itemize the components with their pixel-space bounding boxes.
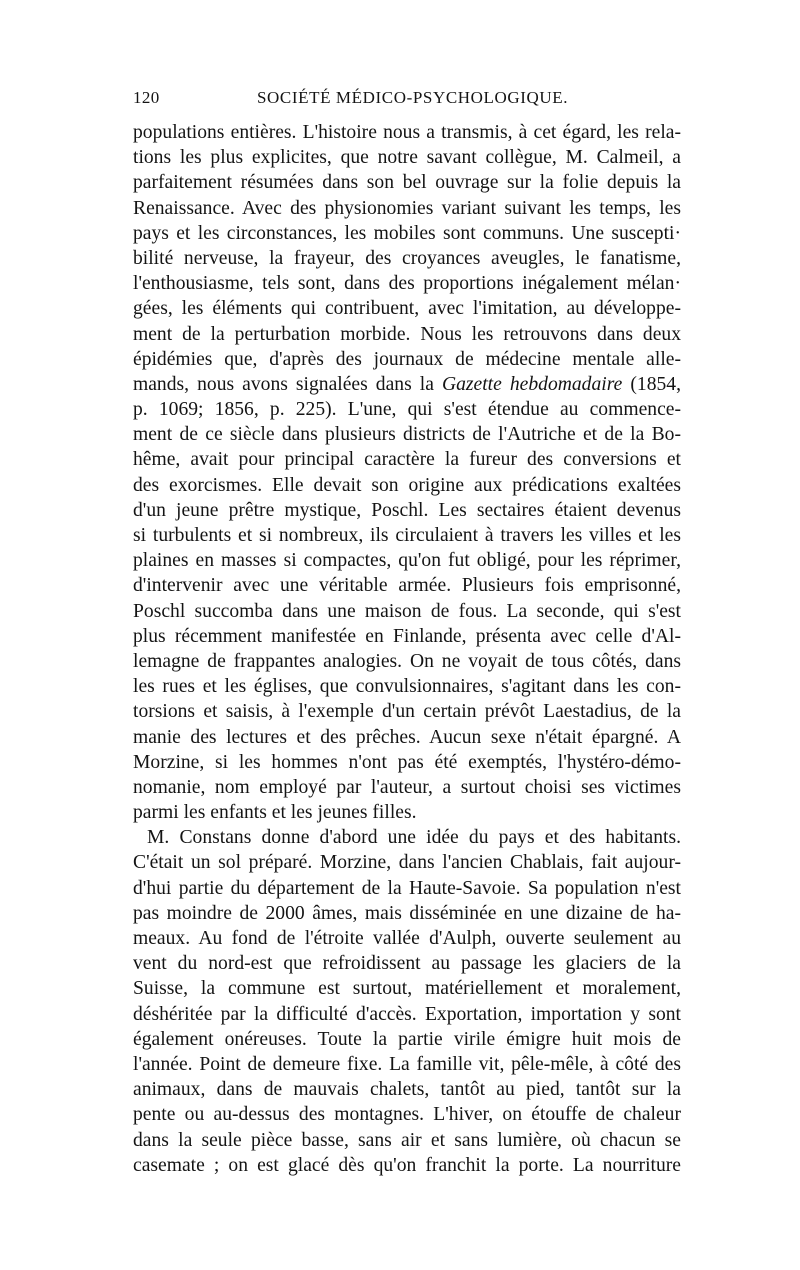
text-line: dans la seule pièce basse, sans air et sans lumière, où chacun se (133, 1129, 681, 1151)
text-line: ment de la perturbation morbide. Nous les retrouvons dans deux (133, 323, 681, 345)
text-line: populations entières. L'histoire nous a transmis, à cet égard, les rela- (133, 122, 681, 143)
text-line: pas moindre de 2000 âmes, mais disséminée en une dizaine de ha- (133, 902, 681, 924)
text-line: d'intervenir avec une véritable armée. Plusieurs fois emprisonné, (133, 575, 681, 597)
text-line: Morzine, si les hommes n'ont pas été exemptés, l'hystéro-démo- (133, 751, 681, 773)
text-line: si turbulents et si nombreux, ils circulaient à travers les villes et les (133, 525, 681, 546)
text-line: M. Constans donne d'abord une idée du pays et des habitants. (147, 827, 681, 849)
running-head (133, 88, 681, 118)
text-line: manie des lectures et des prêches. Aucun sexe n'était épargné. A (133, 726, 681, 748)
text-line: parfaitement résumées dans son bel ouvrage sur la folie depuis la (133, 172, 681, 194)
text-line: des exorcismes. Elle devait son origine aux prédications exaltées (133, 474, 681, 496)
text-line: vent du nord-est que refroidissent au passage les glaciers de la (133, 953, 681, 975)
text-line: mands, nous avons signalées dans la Gazette hebdomadaire (1854, (133, 373, 681, 395)
text-line: également onéreuses. Toute la partie virile émigre huit mois de (133, 1028, 681, 1050)
text-line: Renaissance. Avec des physionomies variant suivant les temps, les (133, 197, 681, 219)
text-line: épidémies que, d'après des journaux de médecine mentale alle- (133, 348, 681, 370)
text-line: ment de ce siècle dans plusieurs districts de l'Autriche et de la Bo- (133, 424, 681, 446)
text-line: pente ou au-dessus des montagnes. L'hiver, on étouffe de chaleur (133, 1104, 681, 1126)
text-line: animaux, dans de mauvais chalets, tantôt au pied, tantôt sur la (133, 1079, 681, 1101)
text-line: Suisse, la commune est surtout, matériellement et moralement, (133, 978, 681, 1000)
text-line: meaux. Au fond de l'étroite vallée d'Aulph, ouverte seulement au (133, 928, 681, 949)
running-title: SOCIÉTÉ MÉDICO-PSYCHOLOGIQUE. (257, 88, 569, 107)
text-line: casemate ; on est glacé dès qu'on franchit la porte. La nourriture (133, 1154, 681, 1176)
page-number: 120 (133, 88, 160, 107)
text-line: plaines en masses si compactes, qu'on fut obligé, pour les réprimer, (133, 550, 681, 572)
text-line: gées, les éléments qui contribuent, avec l'imitation, au développe- (133, 298, 681, 320)
text-line: lemagne de frappantes analogies. On ne voyait de tous côtés, dans (133, 650, 681, 672)
text-line: d'un jeune prêtre mystique, Poschl. Les sectaires étaient devenus (133, 499, 681, 521)
text-line: l'enthousiasme, tels sont, dans des proportions inégalement mélan· (133, 273, 681, 295)
text-line: l'année. Point de demeure fixe. La famille vit, pêle-mêle, à côté des (133, 1053, 681, 1075)
text-line: les rues et les églises, que convulsionnaires, s'agitant dans les con- (133, 676, 681, 698)
text-line: tions les plus explicites, que notre savant collègue, M. Calmeil, a (133, 147, 681, 169)
text-line: bilité nerveuse, la frayeur, des croyances aveugles, le fanatisme, (133, 247, 681, 269)
text-line: parmi les enfants et les jeunes filles. (133, 802, 417, 824)
text-line: pays et les circonstances, les mobiles sont communs. Une suscepti· (133, 222, 681, 244)
text-line: p. 1069; 1856, p. 225). L'une, qui s'est étendue au commence- (133, 399, 681, 421)
journal-title: Gazette hebdomadaire (441, 373, 623, 395)
text-line: hême, avait pour principal caractère la fureur des conversions et (133, 449, 681, 471)
text-line: torsions et saisis, à l'exemple d'un certain prévôt Laestadius, de la (133, 701, 681, 723)
text-line: nomanie, nom employé par l'auteur, a surtout choisi ses victimes (133, 776, 681, 798)
text-line: plus récemment manifestée en Finlande, présenta avec celle d'Al- (133, 625, 681, 647)
book-page (133, 88, 681, 1188)
text-line: Poschl succomba dans une maison de fous. La seconde, qui s'est (133, 600, 681, 622)
text-line: d'hui partie du département de la Haute-Savoie. Sa population n'est (133, 877, 681, 899)
text-line: déshéritée par la difficulté d'accès. Exportation, importation y sont (133, 1003, 681, 1025)
text-line: C'était un sol préparé. Morzine, dans l'ancien Chablais, fait aujour- (133, 852, 681, 874)
body-text (133, 120, 681, 1178)
